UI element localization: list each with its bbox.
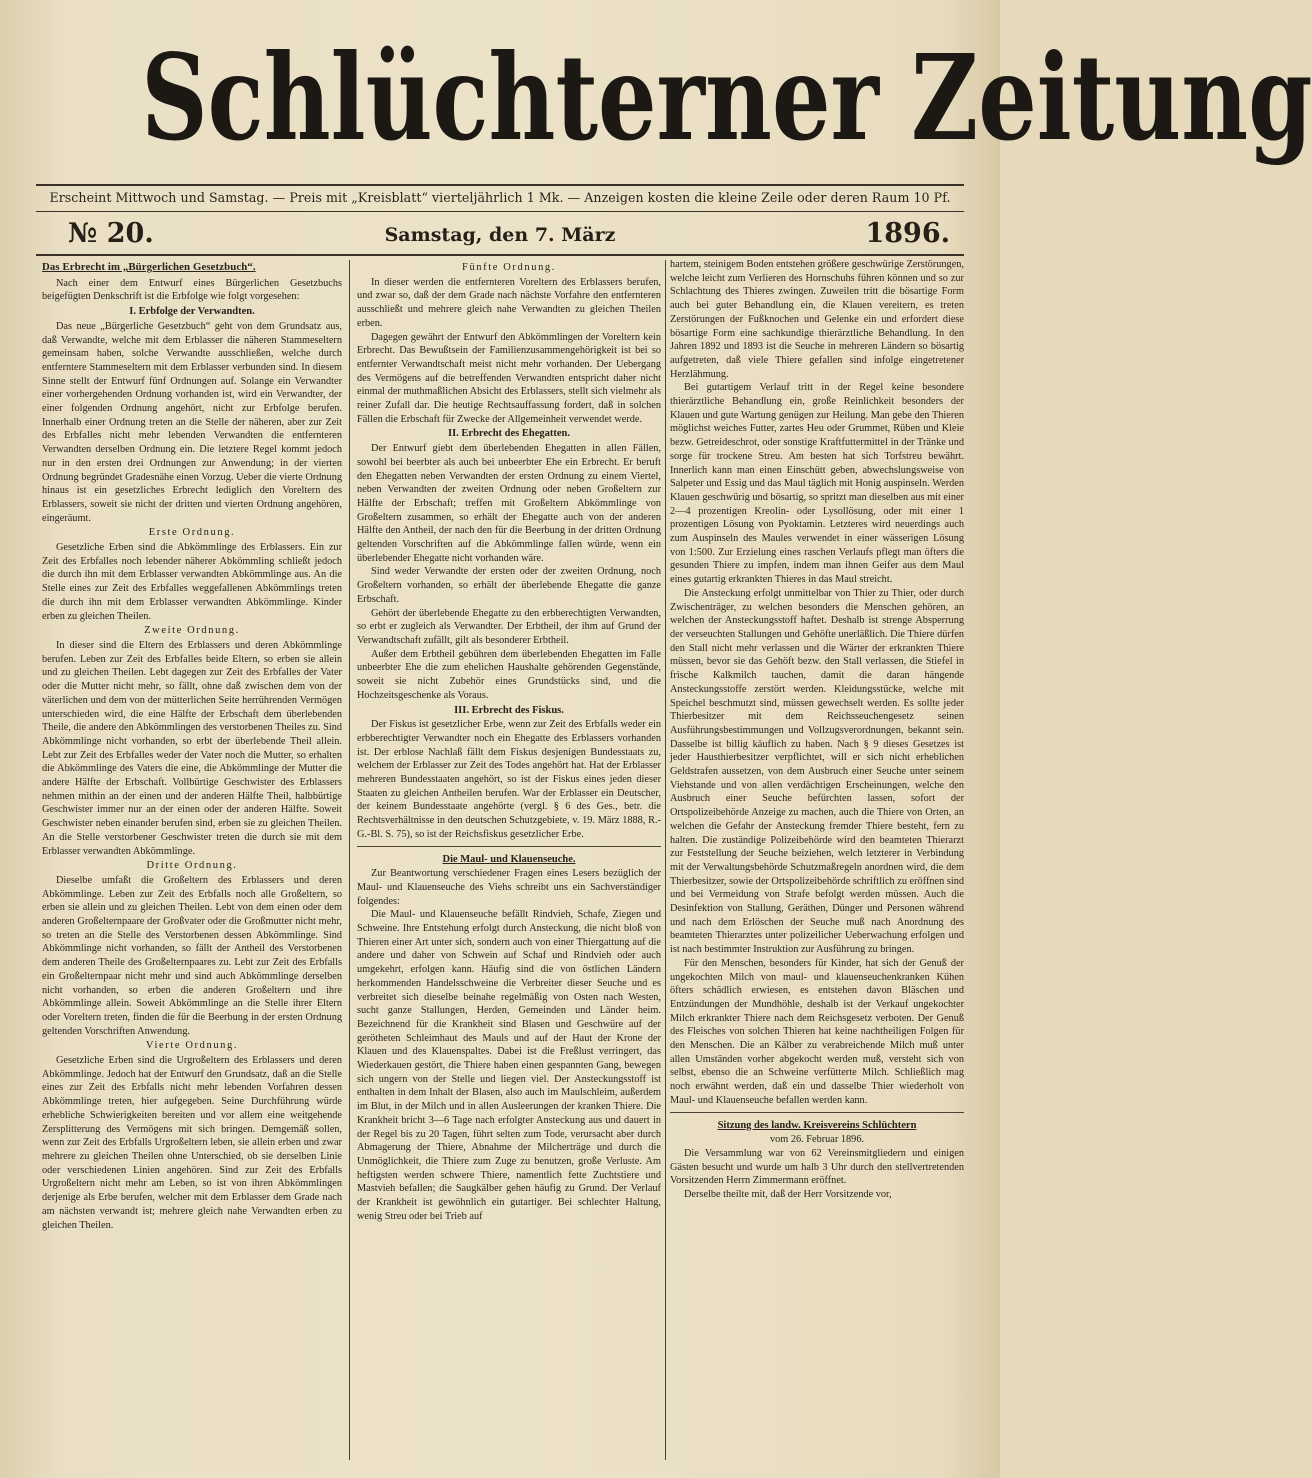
section-heading: III. Erbrecht des Fiskus. — [454, 704, 564, 716]
issue-number: № 20. — [68, 218, 154, 249]
paragraph: Die Ansteckung erfolgt unmittelbar von Thier zu Thier, oder durch Zwischenträger, zu welchen besonders die Menschen gehören, an welchen der Ansteckungsstoff haftet. Deshalb ist strenge Absperrung der verseuchten Stallungen und Gehöfte unerläßlich. Die Thiere dürfen den Stall nicht mehr verlassen und die Wärter der erkrankten Thiere müssen, bevor sie das Gehöft bezw. den Stall verlassen, die Stiefel in frische Kalkmilch tauchen, damit die daran hängende Ansteckungsstoffe zerstört werden. Kleidungsstücke, welche mit Speichel beschmutzt sind, müssen gewechselt werden. Es sollte jeder Thierbesitzer mit dem Reichsseuchengesetz seinen Ausführungsbestimmungen und Vollzugsverordnungen, bekannt sein. Dasselbe ist billig käuflich zu haben. Nach § 9 dieses Gesetzes ist jeder Hausthierbesitzer verpflichtet, will er sich nicht erheblichen Geldstrafen aussetzen, von dem Ausbruch einer Seuche unter seinem Viehstande und von allen verdächtigen Erscheinungen, welche den Ausbruch einer Seuche befürchten lassen, sofort der Ortspolizeibehörde Anzeige zu machen, auch die Thiere von Orten, an welchen die Gefahr der Ansteckung fremder Thiere besteht, fern zu halten. Die zuständige Polizeibehörde wird den beamteten Thierarzt zur Feststellung der Seuche beiziehen, welch letzterer in Verbindung mit der Verwaltungsbehörde Schutzmaßregeln anordnen wird, die dem Thierbesitzer, sowie der Ortspolizeibehörde schriftlich zu eröffnen sind und bei Vermeidung von Strafe befolgt werden müssen. Auch die Desinfektion von Stallung, Geräthen, Dünger und Personen während und nach dem Erlöschen der Seuche muß nach Anordnung des beamteten Thierarztes unter polizeilicher Ueberwachung erfolgen und ist nach bestimmter Instruktion zur Ausführung zu bringen. — [670, 587, 964, 956]
paragraph: Gesetzliche Erben sind die Urgroßeltern des Erblassers und deren Abkömmlinge. Jedoch hat der Entwurf den Grundsatz, daß an die Stelle eines zur Zeit des Erbfalls nicht mehr lebenden Vorfahren dessen Abkömmlinge treten, hier aufgegeben. Seine Durchführung würde erhebliche Schwierigkeiten bereiten und vor allem eine weitgehende Zersplitterung des Vermögens mit sich bringen. Demgemäß sollen, wenn zur Zeit des Erbfalls Urgroßeltern leben, sie allein erben und zwar mehrere zu gleichen Theilen ohne Unterschied, ob sie derselben Linie oder verschiedenen Linien angehören. Sind zur Zeit des Erbfalls Urgroßeltern nicht mehr am Leben, so ist von ihren Abkömmlingen derjenige als Erbe berufen, welcher mit dem Erblasser dem Grade nach am nächsten verwandt ist; mehrere gleich nahe Verwandten erben zu gleichen Theilen. — [42, 1055, 342, 1231]
paragraph: Außer dem Erbtheil gebühren dem überlebenden Ehegatten im Falle unbeerbter Ehe die zum ehelichen Haushalte gehörenden Gegenstände, soweit sie nicht Zubehör eines Grundstücks sind, und die Hochzeitsgeschenke als Voraus. — [357, 648, 661, 701]
article-title-sitzung: Sitzung des landw. Kreisvereins Schlüchtern — [717, 1119, 917, 1131]
paragraph: Das neue „Bürgerliche Gesetzbuch“ geht von dem Grundsatz aus, daß Verwandte, welche mit dem Erblasser die näheren Stammeseltern gemeinsam haben, solche Verwandte ausschließen, welche durch entferntere Stammeseltern mit dem Erblasser verbunden sind. In diesem Sinne stellt der Entwurf fünf Ordnungen auf. Solange ein Verwandter einer vorhergehenden Ordnung vorhanden ist, wird ein Verwandter, der einer folgenden Ordnung angehört, nicht zur Erbfolge berufen. Innerhalb einer Ordnung treten an die Stelle der näheren, aber zur Zeit des Erbfalles nicht mehr lebenden Verwandten die entfernteren Verwandten derselben Ordnung ein. Die letztere Regel kommt jedoch nur in den ersten drei Ordnungen zur Anwendung; in der vierten Ordnung begründet Gradesnähe einen Vorzug. Ueber die vierte Ordnung hinaus ist ein gesetzliches Erbrecht lediglich den Voreltern des Erblassers, soweit sie nicht der dritten und vierten Ordnung angehören, eingeräumt. — [42, 320, 342, 524]
column-2 — [357, 260, 661, 1466]
paragraph: Die Versammlung war von 62 Vereinsmitgliedern und einigen Gästen besucht und wurde um halb 3 Uhr durch den stellvertretenden Vorsitzenden Herrn Zimmermann eröffnet. — [670, 1148, 964, 1187]
paragraph: Gehört der überlebende Ehegatte zu den erbberechtigten Verwandten, so erbt er zugleich als Verwandter. Der Erbtheil, der ihm auf Grund der Verwandtschaft zufällt, gilt als besonderer Erbtheil. — [357, 607, 661, 646]
dateline — [40, 218, 960, 254]
issue-year: 1896. — [865, 218, 950, 249]
paragraph: Der Fiskus ist gesetzlicher Erbe, wenn zur Zeit des Erbfalls weder ein erbberechtigter Verwandter noch ein Ehegatte des Erblassers vorhanden ist. Der erblose Nachlaß fällt dem Fiskus desjenigen Bundesstaats zu, welchem der Erblasser zur Zeit des Todes angehört hat. Hat der Erblasser mehreren Bundesstaaten angehört, so ist der Fiskus eines jeden dieser Staaten zu gleichen Antheilen berufen. War der Erblasser ein Deutscher, der keinem Bundesstaate angehörte (vergl. § 6 des Ges., betr. die Rechtsverhältnisse in den deutschen Schutzgebiete, v. 19. März 1888, R.-G.-Bl. S. 75), so ist der Reichsfiskus gesetzlicher Erbe. — [357, 719, 661, 840]
subsection-heading: Erste Ordnung. — [148, 527, 236, 539]
subsection-heading: Zweite Ordnung. — [144, 625, 240, 637]
subsection-heading: Dritte Ordnung. — [146, 860, 238, 872]
paragraph: Gesetzliche Erben sind die Abkömmlinge des Erblassers. Ein zur Zeit des Erbfalles noch lebender näherer Abkömmling schließt jedoch die durch ihn mit dem Erblasser verwandten Abkömmlinge aus. An die Stelle eines zur Zeit des Erbfalles weggefallenen Abkömmlings treten die durch ihn mit dem Erblasser verwandten Abkömmlinge. Kinder erben zu gleichen Theilen. — [42, 542, 342, 622]
subsection-heading: Fünfte Ordnung. — [462, 262, 556, 273]
paragraph: Für den Menschen, besonders für Kinder, hat sich der Genuß der ungekochten Milch von maul- und klauenseuchenkranken Kühen öfters schädlich erwiesen, es entstehen davon Bläschen und Entzündungen der Mundhöhle, deshalb ist der Verkauf ungekochter Milch erkrankter Thiere nach dem Reichsgesetz verboten. Der Genuß des Fleisches von solchen Thieren hat keine nachtheiligen Folgen für den Menschen. Die an Kälber zu verabreichende Milch muß unter allen Umständen vorher abgekocht werden muß, versteht sich von selbst, ebenso die an Schweine verfütterte Milch. Schließlich mag noch erwähnt werden, daß ein und dasselbe Thier wiederholt von Maul- und Klauenseuche befallen werden kann. — [670, 957, 964, 1106]
paragraph: Derselbe theilte mit, daß der Herr Vorsitzende vor, — [684, 1189, 892, 1201]
subsection-heading: Vierte Ordnung. — [145, 1040, 239, 1052]
article-subtitle: vom 26. Februar 1896. — [769, 1134, 865, 1146]
paragraph: In dieser werden die entfernteren Voreltern des Erblassers berufen, und zwar so, daß der dem Grade nach nächste Vorfahre den entfernteren ausschließt und mehrere gleich nahe Verwandten zu gleichen Theilen erben. — [357, 276, 661, 329]
column-separator-2 — [665, 260, 666, 1460]
section-heading: II. Erbrecht des Ehegatten. — [447, 428, 570, 440]
article-title-erbrecht: Das Erbrecht im „Bürgerlichen Gesetzbuch“. — [42, 261, 256, 273]
paragraph: Der Entwurf giebt dem überlebenden Ehegatten in allen Fällen, sowohl bei beerbter als auch bei unbeerbter Ehe ein Erbrecht. Er beruft den Ehegatten neben Verwandten der ersten Ordnung zu einem Viertel, neben Verwandten der zweiten Ordnung oder neben Großeltern zur Hälfte der Erbschaft; treffen mit Großeltern Abkömmlinge von Großeltern zusammen, so erhält der Ehegatte auch von der anderen Hälfte den Antheil, der nach den für die Beerbung in der dritten Ordnung geltenden Vorschriften auf die Abkömmlinge fallen würde, wenn ein überlebender Ehegatte nicht vorhanden wäre. — [357, 443, 661, 564]
issue-date: Samstag, den 7. März — [384, 224, 616, 246]
paragraph: Zur Beantwortung verschiedener Fragen eines Lesers bezüglich der Maul- und Klauenseuche des Viehs schreibt uns ein Sachverständiger folgendes: — [357, 868, 661, 907]
paragraph: In dieser sind die Eltern des Erblassers und deren Abkömmlinge berufen. Leben zur Zeit des Erbfalles beide Eltern, so erben sie allein und zu gleichen Theilen. Lebt dagegen zur Zeit des Erbfalles der Vater oder die Mutter nicht mehr, so fällt, ohne daß zwischen dem von der väterlichen und dem von der mütterlichen Seite herrührenden Vermögen unterschieden wird, die eine Hälfte der Erbschaft dem überlebenden Theile, die andere den Abkömmlingen des verstorbenen Theiles zu. Sind Abkömmlinge nicht vorhanden, so erbt der überlebende Theil allein. Lebt zur Zeit des Erbfalles weder der Vater noch die Mutter, so erhalten die Abkömmlinge des Vaters die eine, die Abkömmlinge der Mutter die andere Hälfte der Erbschaft. Vollbürtige Geschwister des Erblassers nehmen mithin an der einen und der anderen Hälfte Theil, halbbürtige Geschwister immer nur an der einen oder der anderen Hälfte. Soweit Geschwister neben einander berufen sind, erben sie zu gleichen Theilen. An die Stelle verstorbener Geschwister treten die durch sie mit dem Erblasser verwandten Abkömmlinge. — [42, 639, 342, 857]
paragraph: Nach einer dem Entwurf eines Bürgerlichen Gesetzbuchs beigefügten Denkschrift ist die Erbfolge wie folgt vorgesehen: — [42, 277, 342, 303]
paragraph: hartem, steinigem Boden entstehen größere geschwürige Zerstörungen, welche leicht zum Verlieren des Hornschuhs führen können und so zur Schlachtung des Thieres zwingen. Zuweilen tritt die bösartige Form auch bei guter Behandlung ein, die Klauen vereitern, es treten Zerstörungen der Fußknochen und Gelenke ein und erfordert diese bösartige Form eine sachkundige thierärztliche Behandlung. In den Jahren 1892 und 1893 ist die Seuche in mehreren Ländern so bösartig aufgetreten, daß viele Thiere gefallen sind infolge eingetretener Herzlähmung. — [670, 259, 964, 380]
column-1 — [42, 260, 342, 1466]
paragraph: Sind weder Verwandte der ersten oder der zweiten Ordnung, noch Großeltern vorhanden, so erhält der überlebende Ehegatte die ganze Erbschaft. — [357, 566, 661, 605]
dateline-rule — [36, 254, 964, 256]
masthead-rule-top — [36, 184, 964, 186]
subline-rule — [36, 211, 964, 212]
subscription-line: Erscheint Mittwoch und Samstag. — Preis mit „Kreisblatt“ vierteljährlich 1 Mk. — Anzeigen kosten die kleine Zeile oder deren Raum 10 Pf. — [49, 190, 951, 205]
paragraph: Dieselbe umfaßt die Großeltern des Erblassers und deren Abkömmlinge. Leben zur Zeit des Erbfalls noch alle Großeltern, so erben sie allein und zu gleichen Theilen. Lebt von dem einen oder dem anderen Großelternpaare der Großvater oder die Großmutter nicht mehr, so treten an die Stelle des Verstorbenen dessen Abkömmlinge. Sind Abkömmlinge nicht vorhanden, so fällt der Antheil des Verstorbenen dem anderen Theile des Großelternpaares zu. Lebt zur Zeit des Erbfalls ein Großelternpaar nicht mehr und sind auch Abkömmlinge derselben nicht vorhanden, so erben die anderen Großeltern und ihre Abkömmlinge allein. Soweit Abkömmlinge an die Stelle ihrer Eltern oder Voreltern treten, finden die für die Beerbung in der ersten Ordnung geltenden Vorschriften Anwendung. — [42, 874, 342, 1037]
section-heading: I. Erbfolge der Verwandten. — [129, 306, 255, 318]
masthead-title: Schlüchterner Zeitung — [141, 28, 1312, 167]
article-divider — [670, 1112, 964, 1113]
paragraph: Die Maul- und Klauenseuche befällt Rindvieh, Schafe, Ziegen und Schweine. Ihre Entstehung erfolgt durch Ansteckung, die nicht bloß von Thieren einer Art unter sich, sondern auch von einer Thiergattung auf die andere und daher von Schwein auf Schaf und Rindvieh oder auch umgekehrt, erfolgen kann. Häufig sind die von östlichen Ländern herkommenden Handelsschweine die Verbreiter dieser Seuche und es verbreitet sich dieselbe beinahe regelmäßig von Osten nach Westen, sucht ganze Stallungen, Herden, Gemeinden und Länder heim. Bezeichnend für die Krankheit sind Blasen und Geschwüre auf der gerötheten Schleimhaut des Mauls und auf der Haut der Krone der Klauen und des Klauenspaltes. Dabei ist die Freßlust verringert, das Wiederkauen gestört, die Thiere haben einen gespannten Gang, bewegen sich ungern von der Stelle und liegen viel. Der Ansteckungsstoff ist enthalten in dem Inhalt der Blasen, also auch im Maulschleim, außerdem im Blut, in der Milch und in allen Ausleerungen der kranken Thiere. Die Krankheit bricht 3—6 Tage nach erfolgter Ansteckung aus und dauert in der Regel bis zu 20 Tagen, führt selten zum Tode, verursacht aber durch Abmagerung der Thiere, Abnahme der Milcherträge und durch die Unmöglichkeit, die Thiere zum Zuge zu benutzen, große Verluste. Am heftigsten werden schwere Thiere, namentlich fette Zuchtstiere und Mastvieh befallen; die Saugkälber gehen häufig zu Grund. Der Verlauf der Krankheit ist gewöhnlich ein gutartiger. Bei schlechter Haltung, wenig Streu oder bei Trieb auf — [357, 909, 661, 1222]
column-3 — [670, 260, 964, 1466]
column-separator-1 — [349, 260, 350, 1460]
paragraph: Dagegen gewährt der Entwurf den Abkömmlingen der Voreltern kein Erbrecht. Das Bewußtsein der Familienzusammengehörigkeit ist bei so entfernter Verwandtschaft meist nicht mehr vorhanden. Der Uebergang des Vermögens auf die betreffenden Verwandten entspricht daher nicht einmal der muthmaßlichen Absicht des Erblassers, stellt sich vielmehr als reiner Zufall dar. Die heutige Rechtsauffassung fordert, daß in solchen Fällen die Erbschaft für Zwecke der Allgemeinheit verwendet werde. — [357, 331, 661, 425]
paragraph: Bei gutartigem Verlauf tritt in der Regel keine besondere thierärztliche Behandlung ein, große Reinlichkeit besonders der Klauen und gute Wartung genügen zur Heilung. Man gebe den Thieren möglichst weiches Futter, zartes Heu oder Grummet, Rüben und Kleie bezw. Getreideschrot, oder sonstige Kraftfuttermittel in der Tränke und sorge für trockene Streu. Am besten hat sich Torfstreu bewährt. Innerlich kann man einen Einschütt geben, abwechslungsweise von Salpeter und Essig und das Maul täglich mit Honig auspinseln. Werden Klauen geschwürig und bösartig, so spritzt man dieselben aus mit einer 2—4 prozentigen Kreolin- oder Lysollösung, oder mit einer 1 prozentigen Lösung von Pyoktamin. Letzteres wird neuerdings auch zum Auspinseln des Maules verwendet in einer wässerigen Lösung von 1:500. Zur Erzielung eines raschen Verlaufs pflegt man öfters die gesunden Thiere zu impfen, indem man ihnen Geifer aus dem Maul eines gutartig erkrankten Thieres in das Maul streicht. — [670, 382, 964, 586]
article-divider — [357, 846, 661, 847]
article-title-klauenseuche: Die Maul- und Klauenseuche. — [442, 853, 576, 865]
